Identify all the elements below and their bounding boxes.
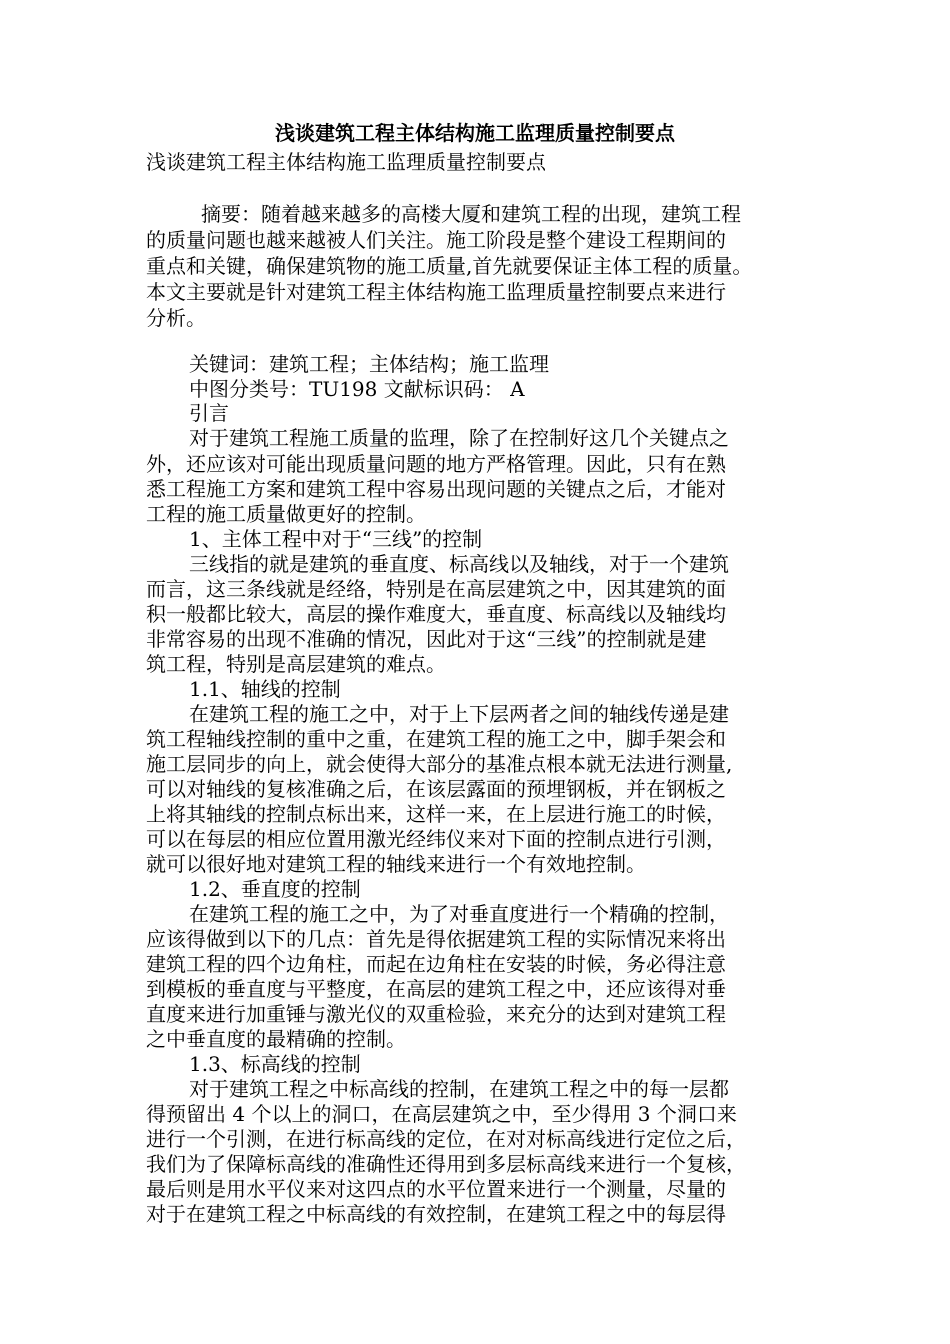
section-heading: 1、主体工程中对于“三线”的控制 [189, 527, 483, 551]
intro-line: 悉工程施工方案和建筑工程中容易出现问题的关键点之后，才能对 [146, 477, 726, 501]
abstract-line: 本文主要就是针对建筑工程主体结构施工监理质量控制要点来进行 [146, 280, 726, 304]
section13-line: 最后则是用水平仪来对这四点的水平位置来进行一个测量，尽量的 [146, 1177, 726, 1201]
intro-line: 对于建筑工程施工质量的监理，除了在控制好这几个关键点之 [189, 426, 729, 450]
intro-line: 外，还应该对可能出现质量问题的地方严格管理。因此，只有在熟 [146, 452, 726, 476]
section13-line: 我们为了保障标高线的准确性还得用到多层标高线来进行一个复核， [146, 1152, 746, 1176]
section12-line: 之中垂直度的最精确的控制。 [146, 1027, 406, 1051]
abstract-line: 摘要：随着越来越多的高楼大厦和建筑工程的出现，建筑工程 [201, 202, 741, 226]
section12-line: 应该得做到以下的几点：首先是得依据建筑工程的实际情况来将出 [146, 927, 726, 951]
subsection-heading: 1.1、轴线的控制 [189, 677, 341, 701]
section11-line: 就可以很好地对建筑工程的轴线来进行一个有效地控制。 [146, 852, 646, 876]
section11-line: 可以对轴线的复核准确之后，在该层露面的预埋钢板，并在钢板之 [146, 777, 726, 801]
intro-line: 工程的施工质量做更好的控制。 [146, 502, 426, 526]
abstract-line: 重点和关键，确保建筑物的施工质量,首先就要保证主体工程的质量。 [146, 254, 753, 278]
section11-line: 在建筑工程的施工之中，对于上下层两者之间的轴线传递是建 [189, 702, 729, 726]
section1-line: 三线指的就是建筑的垂直度、标高线以及轴线，对于一个建筑 [189, 552, 729, 576]
section12-line: 建筑工程的四个边角柱，而起在边角柱在安装的时候，务必得注意 [146, 952, 726, 976]
abstract-line: 的质量问题也越来越被人们关注。施工阶段是整个建设工程期间的 [146, 228, 726, 252]
section11-line: 可以在每层的相应位置用激光经纬仪来对下面的控制点进行引测， [146, 827, 726, 851]
section13-line: 对于在建筑工程之中标高线的有效控制，在建筑工程之中的每层得 [146, 1202, 726, 1226]
section12-line: 在建筑工程的施工之中，为了对垂直度进行一个精确的控制， [189, 902, 729, 926]
document-subtitle: 浅谈建筑工程主体结构施工监理质量控制要点 [146, 150, 546, 174]
section1-line: 筑工程，特别是高层建筑的难点。 [146, 652, 446, 676]
section1-line: 非常容易的出现不准确的情况，因此对于这“三线”的控制就是建 [146, 627, 707, 651]
section1-line: 而言，这三条线就是经络，特别是在高层建筑之中，因其建筑的面 [146, 577, 726, 601]
section13-line: 得预留出 4 个以上的洞口，在高层建筑之中，至少得用 3 个洞口来 [146, 1102, 737, 1126]
section11-line: 上将其轴线的控制点标出来，这样一来，在上层进行施工的时候， [146, 802, 726, 826]
section12-line: 到模板的垂直度与平整度，在高层的建筑工程之中，还应该得对垂 [146, 977, 726, 1001]
classification-line: 中图分类号：TU198 文献标识码： A [189, 377, 525, 401]
keywords-line: 关键词：建筑工程；主体结构；施工监理 [189, 352, 549, 376]
abstract-line: 分析。 [146, 306, 206, 330]
section13-line: 对于建筑工程之中标高线的控制，在建筑工程之中的每一层都 [189, 1077, 729, 1101]
subsection-heading: 1.2、垂直度的控制 [189, 877, 361, 901]
intro-heading: 引言 [189, 401, 229, 425]
section13-line: 进行一个引测，在进行标高线的定位，在对对标高线进行定位之后， [146, 1127, 746, 1151]
section12-line: 直度来进行加重锤与激光仪的双重检验，来充分的达到对建筑工程 [146, 1002, 726, 1026]
section11-line: 筑工程轴线控制的重中之重，在建筑工程的施工之中，脚手架会和 [146, 727, 726, 751]
section1-line: 积一般都比较大，高层的操作难度大，垂直度、标高线以及轴线均 [146, 602, 726, 626]
section11-line: 施工层同步的向上，就会使得大部分的基准点根本就无法进行测量, [146, 752, 733, 776]
document-title: 浅谈建筑工程主体结构施工监理质量控制要点 [275, 121, 675, 145]
subsection-heading: 1.3、标高线的控制 [189, 1052, 361, 1076]
